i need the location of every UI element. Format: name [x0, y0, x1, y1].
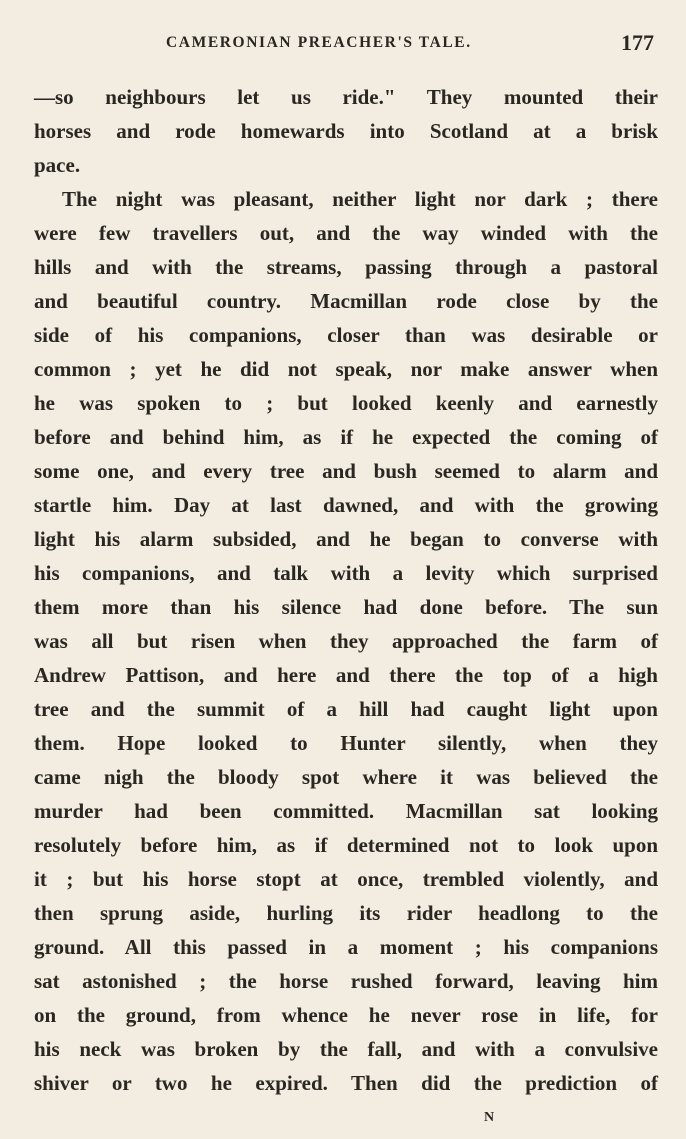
text-line: his neck was broken by the fall, and with a convulsive	[34, 1037, 658, 1061]
text-line: came nigh the bloody spot where it was believed the	[34, 765, 658, 789]
text-line: sat astonished ; the horse rushed forward, leaving him	[34, 969, 658, 993]
text-line: horses and rode homewards into Scotland at a brisk	[34, 119, 658, 143]
text-line: them. Hope looked to Hunter silently, when they	[34, 731, 658, 755]
text-line: it ; but his horse stopt at once, trembled violently, and	[34, 867, 658, 891]
text-line: tree and the summit of a hill had caught light upon	[34, 697, 658, 721]
body-text	[34, 80, 658, 1100]
text-line: —so neighbours let us ride." They mounted their	[34, 85, 658, 109]
text-line: them more than his silence had done before. The sun	[34, 595, 658, 619]
text-line: ground. All this passed in a moment ; his companions	[34, 935, 658, 959]
text-line: startle him. Day at last dawned, and with the growing	[34, 493, 658, 517]
text-line: hills and with the streams, passing through a pastoral	[34, 255, 658, 279]
text-line: resolutely before him, as if determined not to look upon	[34, 833, 658, 857]
text-line: then sprung aside, hurling its rider headlong to the	[34, 901, 658, 925]
text-line: he was spoken to ; but looked keenly and earnestly	[34, 391, 658, 415]
text-line: light his alarm subsided, and he began to converse with	[34, 527, 658, 551]
page-number: 177	[621, 30, 654, 55]
text-line: on the ground, from whence he never rose in life, for	[34, 1003, 658, 1027]
text-line: were few travellers out, and the way winded with the	[34, 221, 658, 245]
text-line: common ; yet he did not speak, nor make answer when	[34, 357, 658, 381]
text-line: his companions, and talk with a levity which surprised	[34, 561, 658, 585]
text-line: murder had been committed. Macmillan sat looking	[34, 799, 658, 823]
running-title: CAMERONIAN PREACHER'S TALE.	[166, 34, 472, 51]
signature-mark: N	[484, 1110, 496, 1125]
text-line: side of his companions, closer than was desirable or	[34, 323, 658, 347]
text-line: was all but risen when they approached the farm of	[34, 629, 658, 653]
text-line: shiver or two he expired. Then did the prediction of	[34, 1071, 658, 1095]
running-head	[36, 30, 656, 58]
text-line: some one, and every tree and bush seemed to alarm and	[34, 459, 658, 483]
text-line: pace.	[34, 153, 81, 177]
text-line: before and behind him, as if he expected the coming of	[34, 425, 658, 449]
text-line: The night was pleasant, neither light nor dark ; there	[62, 187, 658, 211]
text-line: and beautiful country. Macmillan rode close by the	[34, 289, 658, 313]
text-line: Andrew Pattison, and here and there the top of a high	[34, 663, 658, 687]
